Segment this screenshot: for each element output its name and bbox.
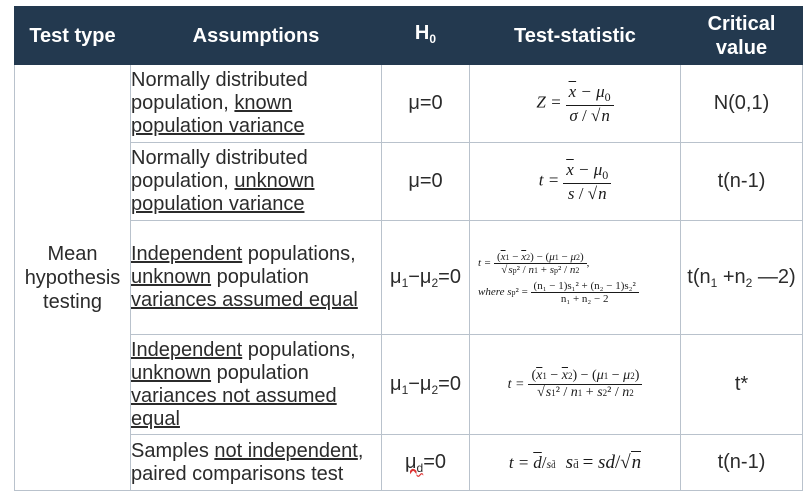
critical-value-cell: t(n-1) [681,435,803,491]
assumption-cell: Samples not independent, paired comparisons test [131,435,382,491]
table-row [15,435,803,491]
test-type-cell: Mean hypothesis testing [15,65,131,491]
h0-cell: μ=0 [382,65,470,143]
header-test-statistic: Test-statistic [470,7,681,65]
table-row [15,143,803,221]
test-statistic-cell: $t = \overline{d}/sd̄$ sd̄ = sd/√n [470,435,681,491]
h0-cell: $\mu_1-\mu_2=0$ [382,221,470,335]
assumption-cell: Independent populations, unknown population variances assumed equal [131,221,382,335]
header-h0: $H_0$ [382,7,470,65]
h0-cell: $\mu_d=0$ [382,435,470,491]
header-critical-value: Critical value [681,7,803,65]
header-assumptions: Assumptions [131,7,382,65]
critical-value-cell: N(0,1) [681,65,803,143]
table-row [15,65,803,143]
assumption-cell: Independent populations, unknown population variances not assumed equal [131,335,382,435]
test-statistic-cell: t = $\frac{(\overline{x}1 - \overline{x}2) - (\mu 1 - \mu 2)}{\text{√sp² / n1 + sp² / n2}}$ , where sp² = $\frac{\text{(n₁ − 1)s₁² + (n₂ − 1)s₂²}}{\text{n₁ + n₂ − 2}}$ [470,221,681,335]
test-statistic-cell: Z = $\frac{\overline{x} - \mu_0}{\sigma / √n}$ [470,65,681,143]
critical-value-cell: t(n-1) [681,143,803,221]
test-statistic-cell: t = $\frac{\overline{x} - \mu_0}{s / √n}$ [470,143,681,221]
hypothesis-test-table [14,6,803,491]
header-test-type: Test type [15,7,131,65]
table-row [15,221,803,335]
h0-cell: μ=0 [382,143,470,221]
h0-cell: $\mu_1-\mu_2=0$ [382,335,470,435]
table-row [15,335,803,435]
header-row [15,7,803,65]
critical-value-cell: t* [681,335,803,435]
critical-value-cell: $t(n_1 +n_2$ —2) [681,221,803,335]
test-statistic-cell: t = $\frac{(\overline{x}1 - \overline{x}2) - (\mu 1 - \mu 2)}{\text{√s1² / n1 + s2² / n2}}$ [470,335,681,435]
assumption-cell: Normally distributed population, known population variance [131,65,382,143]
assumption-cell: Normally distributed population, unknown population variance [131,143,382,221]
